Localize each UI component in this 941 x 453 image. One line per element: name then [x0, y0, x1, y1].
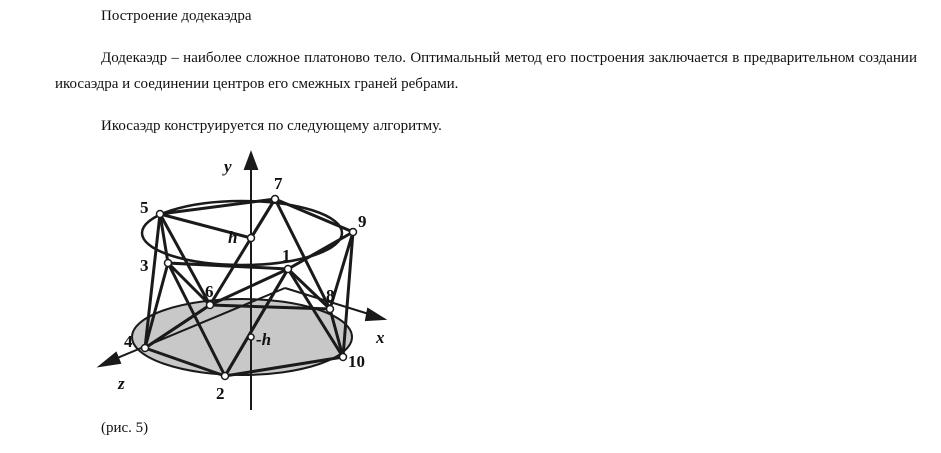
height-label-bottom: -h — [256, 330, 272, 349]
intro-paragraph: Додекаэдр – наиболее сложное платоново тело. Оптимальный метод его построения заключается в предварительном создании икосаэдра и соединении центров его смежных граней ребрами. — [55, 50, 917, 92]
vertex-label-8: 8 — [326, 286, 335, 305]
icosahedron-figure — [90, 145, 410, 410]
height-label-top: h — [228, 228, 238, 247]
vertex-label-1: 1 — [282, 246, 291, 265]
axis-label-z: z — [118, 374, 125, 393]
vertex-label-7: 7 — [274, 174, 283, 193]
figure-caption: (рис. 5) — [101, 420, 149, 436]
vertex-label-9: 9 — [358, 212, 367, 231]
vertex-label-6: 6 — [205, 282, 214, 301]
vertex-label-4: 4 — [124, 332, 133, 351]
axis-label-y: y — [224, 157, 232, 176]
vertex-label-2: 2 — [216, 384, 225, 403]
axis-label-x: x — [376, 328, 385, 347]
vertex-label-5: 5 — [140, 198, 149, 217]
vertex-label-10: 10 — [348, 352, 365, 371]
section-heading: Построение додекаэдра — [101, 8, 252, 24]
algorithm-paragraph: Икосаэдр конструируется по следующему алгоритму. — [101, 118, 442, 134]
vertex-label-3: 3 — [140, 256, 149, 275]
